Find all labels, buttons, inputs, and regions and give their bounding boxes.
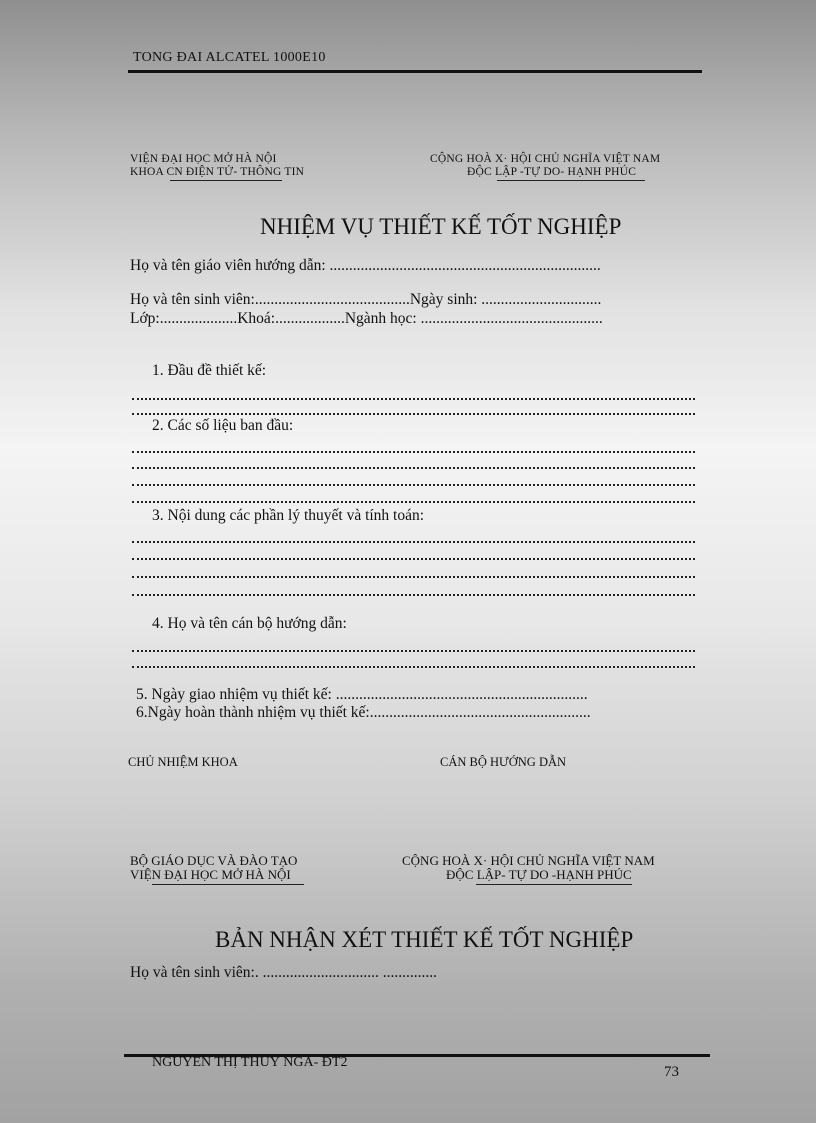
form2-org-line2: VIỆN ĐẠI HỌC MỞ HÀ NỘI <box>130 867 291 882</box>
dotted-line <box>132 650 695 652</box>
advisor-signature-label: CÁN BỘ HƯỚNG DẪN <box>440 755 567 769</box>
form2-motto-underline <box>476 884 632 885</box>
form1-title: NHIỆM VỤ THIẾT KẾ TỐT NGHIỆP <box>260 214 622 239</box>
form1-motto-line2: ĐỘC LẬP -TỰ DO- HẠNH PHÚC <box>467 166 637 178</box>
form2-motto-line2: ĐỘC LẬP- TỰ DO -HẠNH PHÚC <box>446 867 632 882</box>
item-theory-content: 3. Nội dung các phần lý thuyết và tính toán: <box>152 507 425 524</box>
dotted-line <box>132 451 695 453</box>
item-assign-date: 5. Ngày giao nhiệm vụ thiết kế: ................................................................. <box>136 686 588 703</box>
dotted-line <box>132 666 695 668</box>
form2-title: BẢN NHẬN XÉT THIẾT KẾ TỐT NGHIỆP <box>215 927 634 952</box>
running-header: TONG ĐAI ALCATEL 1000E10 <box>133 50 326 65</box>
form2-motto-line1: CỘNG HOÀ X· HỘI CHỦ NGHĨA VIỆT NAM <box>402 853 655 868</box>
item-advisor-staff: 4. Họ và tên cán bộ hướng dẫn: <box>152 615 347 632</box>
dean-signature-label: CHỦ NHIỆM KHOA <box>128 755 238 769</box>
dotted-line <box>132 484 695 486</box>
dotted-line <box>132 467 695 469</box>
dotted-line <box>132 558 695 560</box>
form2-student-field: Họ và tên sinh viên:. .............................. .............. <box>130 964 437 981</box>
item-thesis-topic: 1. Đầu đề thiết kế: <box>152 362 267 379</box>
footer-author: NGUYỄN THỊ THUÝ NGA- ĐT2 <box>152 1056 348 1068</box>
dotted-line <box>132 413 695 415</box>
advisor-name-field: Họ và tên giáo viên hướng dẫn: ...................................................................... <box>130 257 601 274</box>
form2-org-underline <box>152 884 304 885</box>
form1-org-line1: VIỆN ĐẠI HỌC MỞ HÀ NỘI <box>130 153 277 165</box>
page-number: 73 <box>664 1064 679 1080</box>
dotted-line <box>132 576 695 578</box>
form1-motto-line1: CỘNG HOÀ X· HỘI CHỦ NGHĨA VIỆT NAM <box>430 153 661 165</box>
header-rule <box>128 70 702 73</box>
dotted-line <box>132 501 695 503</box>
form1-org-line2: KHOA CN ĐIỆN TỬ- THÔNG TIN <box>130 166 305 178</box>
dotted-line <box>132 398 695 400</box>
dotted-line <box>132 594 695 596</box>
student-name-field: Họ và tên sinh viên:........................................Ngày sinh: ............................... <box>130 291 602 308</box>
item-initial-data: 2. Các số liệu ban đầu: <box>152 417 294 434</box>
form2-org-line1: BỘ GIÁO DỤC VÀ ĐÀO TẠO <box>130 853 298 868</box>
form1-motto-underline <box>497 180 645 181</box>
class-field: Lớp:....................Khoá:..................Ngành học: ............................................... <box>130 310 603 327</box>
form1-org-underline <box>170 180 282 181</box>
dotted-line <box>132 541 695 543</box>
item-complete-date: 6.Ngày hoàn thành nhiệm vụ thiết kế:......................................................... <box>136 704 591 721</box>
